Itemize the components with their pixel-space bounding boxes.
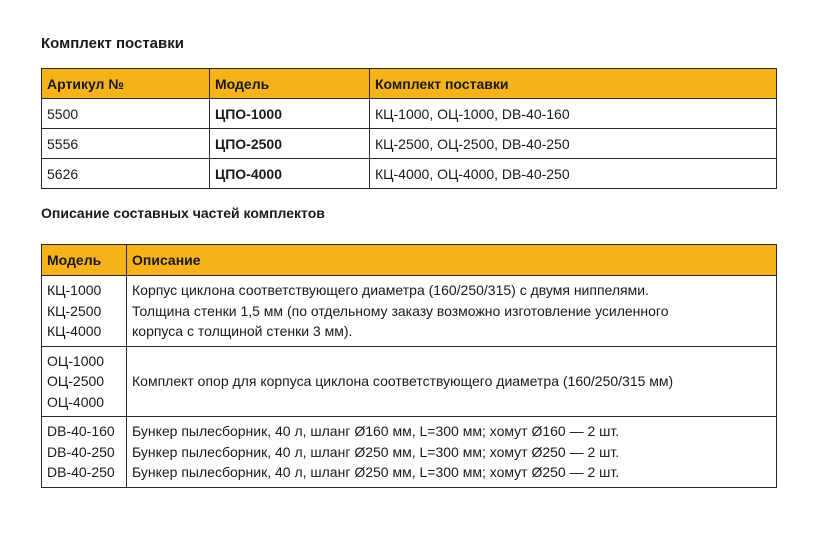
cell-model: ЦПО-2500 [210, 129, 370, 159]
model-line: DB-40-250 [47, 443, 115, 460]
table-row [42, 99, 777, 129]
table-header-row [42, 69, 777, 99]
model-line: КЦ-4000 [47, 323, 102, 339]
cell-models [42, 346, 127, 417]
header-article: Артикул № [42, 69, 210, 99]
model-line: ОЦ-2500 [47, 373, 105, 389]
header-description: Описание [127, 245, 777, 276]
model-line: DB-40-160 [47, 423, 115, 439]
description-line: Толщина стенки 1,5 мм (по отдельному заказу возможно изготовление усиленного [132, 302, 669, 319]
table-row [42, 346, 777, 417]
cell-model: ЦПО-1000 [210, 99, 370, 129]
table-row [42, 276, 777, 347]
components-table [41, 244, 777, 488]
cell-models [42, 417, 127, 488]
description-line: Бункер пылесборник, 40 л, шланг Ø250 мм, L=300 мм; хомут Ø250 — 2 шт. [132, 443, 620, 460]
kit-table [41, 68, 777, 189]
cell-article: 5626 [42, 159, 210, 189]
cell-description [127, 276, 777, 347]
description-line: корпуса с толщиной стенки 3 мм). [132, 323, 353, 339]
header-model: Модель [210, 69, 370, 99]
table-row [42, 129, 777, 159]
model-line: КЦ-2500 [47, 302, 102, 319]
description-line: Комплект опор для корпуса циклона соответствующего диаметра (160/250/315 мм) [132, 373, 674, 389]
cell-kit: КЦ-2500, ОЦ-2500, DB-40-250 [370, 129, 777, 159]
description-line: Бункер пылесборник, 40 л, шланг Ø160 мм, L=300 мм; хомут Ø160 — 2 шт. [132, 423, 620, 439]
cell-article: 5556 [42, 129, 210, 159]
cell-kit: КЦ-1000, ОЦ-1000, DB-40-160 [370, 99, 777, 129]
section-title-components: Описание составных частей комплектов [41, 205, 325, 221]
table-header-row [42, 245, 777, 276]
model-line: DB-40-250 [47, 464, 115, 480]
section-title-kit: Комплект поставки [41, 35, 184, 52]
description-line: Бункер пылесборник, 40 л, шланг Ø250 мм, L=300 мм; хомут Ø250 — 2 шт. [132, 464, 620, 480]
cell-description [127, 417, 777, 488]
model-line: КЦ-1000 [47, 282, 102, 298]
table-row [42, 417, 777, 488]
cell-model: ЦПО-4000 [210, 159, 370, 189]
cell-description [127, 346, 777, 417]
description-line: Корпус циклона соответствующего диаметра (160/250/315) с двумя ниппелями. [132, 282, 649, 298]
cell-kit: КЦ-4000, ОЦ-4000, DB-40-250 [370, 159, 777, 189]
cell-models [42, 276, 127, 347]
cell-article: 5500 [42, 99, 210, 129]
model-line: ОЦ-4000 [47, 393, 105, 410]
header-model: Модель [42, 245, 127, 276]
model-line: ОЦ-1000 [47, 352, 105, 369]
table-row [42, 159, 777, 189]
header-kit: Комплект поставки [370, 69, 777, 99]
